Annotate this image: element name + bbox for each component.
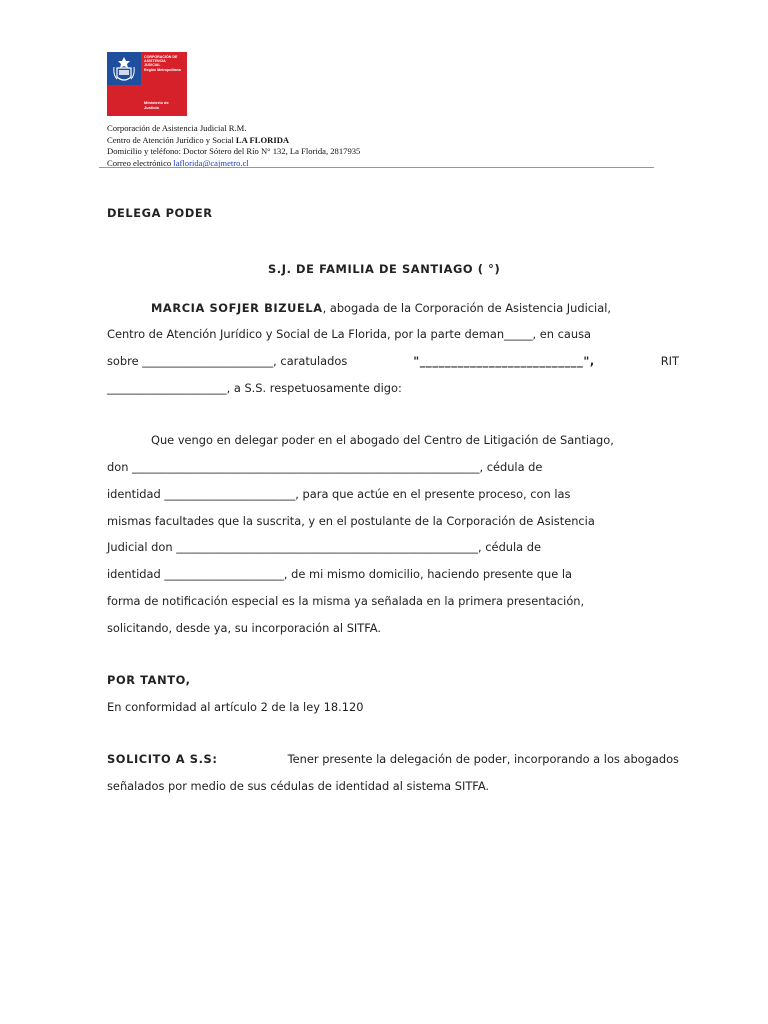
p2-line-5: Judicial don _____________________________________________________, cédula de — [107, 540, 542, 554]
letterhead-center-location: LA FLORIDA — [235, 134, 290, 145]
letterhead-line-3: Domicilio y teléfono: Doctor Sótero del Río N° 132, La Florida, 2817935 — [107, 146, 361, 156]
attorney-description: , abogada de la Corporación de Asistencia Judicial, — [322, 301, 611, 315]
p1-line-4: _____________________, a S.S. respetuosamente digo: — [107, 381, 402, 395]
p2-line-4: mismas facultades que la suscrita, y en el postulante de la Corporación de Asistencia — [107, 514, 595, 528]
p1-line-2: Centro de Atención Jurídico y Social de La Florida, por la parte deman_____, en causa — [107, 327, 592, 341]
logo-red-block-bottom — [107, 85, 141, 116]
p1-line-3: sobre _______________________, caratulados "__________________________", RIT — [107, 354, 679, 368]
document-heading: DELEGA PODER — [107, 206, 213, 220]
coat-of-arms-icon — [111, 55, 137, 85]
legal-basis: En conformidad al artículo 2 de la ley 18.120 — [107, 700, 364, 714]
por-tanto-heading: POR TANTO, — [107, 673, 191, 687]
letterhead — [107, 123, 360, 169]
letterhead-line-2 — [107, 135, 360, 147]
solicito-label: SOLICITO A S.S: — [107, 752, 218, 766]
letterhead-center-name: Centro de Atención Jurídico y Social — [107, 134, 234, 145]
email-label: Correo electrónico — [107, 157, 172, 168]
solicito-line-1 — [107, 752, 679, 768]
p2-line-2: don _____________________________________________________________, cédula de — [107, 460, 543, 474]
p2-line-7: forma de notificación especial es la misma ya señalada en la primera presentación, — [107, 594, 585, 608]
email-link[interactable]: laflorida@cajmetro.cl — [173, 157, 249, 168]
p1-line-1 — [151, 301, 679, 317]
logo-text-corporacion: CORPORACIÓN DE ASISTENCIA JUDICIAL Región Metropolitana — [144, 55, 181, 72]
p2-line-3: identidad _______________________, para que actúe en el presente proceso, con las — [107, 487, 571, 501]
institution-logo — [107, 52, 187, 116]
letterhead-line-1: Corporación de Asistencia Judicial R.M. — [107, 123, 247, 133]
caratulados-blank: "__________________________", — [413, 354, 595, 368]
p2-line-8: solicitando, desde ya, su incorporación al SITFA. — [107, 621, 381, 635]
header-divider — [99, 167, 654, 168]
rit-label: RIT — [660, 354, 679, 368]
p2-line-1: Que vengo en delegar poder en el abogado del Centro de Litigación de Santiago, — [151, 433, 614, 447]
p2-line-6: identidad _____________________, de mi mismo domicilio, haciendo presente que la — [107, 567, 573, 581]
court-addressee: S.J. DE FAMILIA DE SANTIAGO ( °) — [268, 262, 501, 276]
logo-text-ministerio: Ministerio de Justicia — [144, 100, 169, 110]
attorney-name: MARCIA SOFJER BIZUELA — [151, 301, 323, 315]
solicito-text: Tener presente la delegación de poder, incorporando a los abogados — [287, 752, 679, 766]
solicito-line-2: señalados por medio de sus cédulas de identidad al sistema SITFA. — [107, 779, 490, 793]
